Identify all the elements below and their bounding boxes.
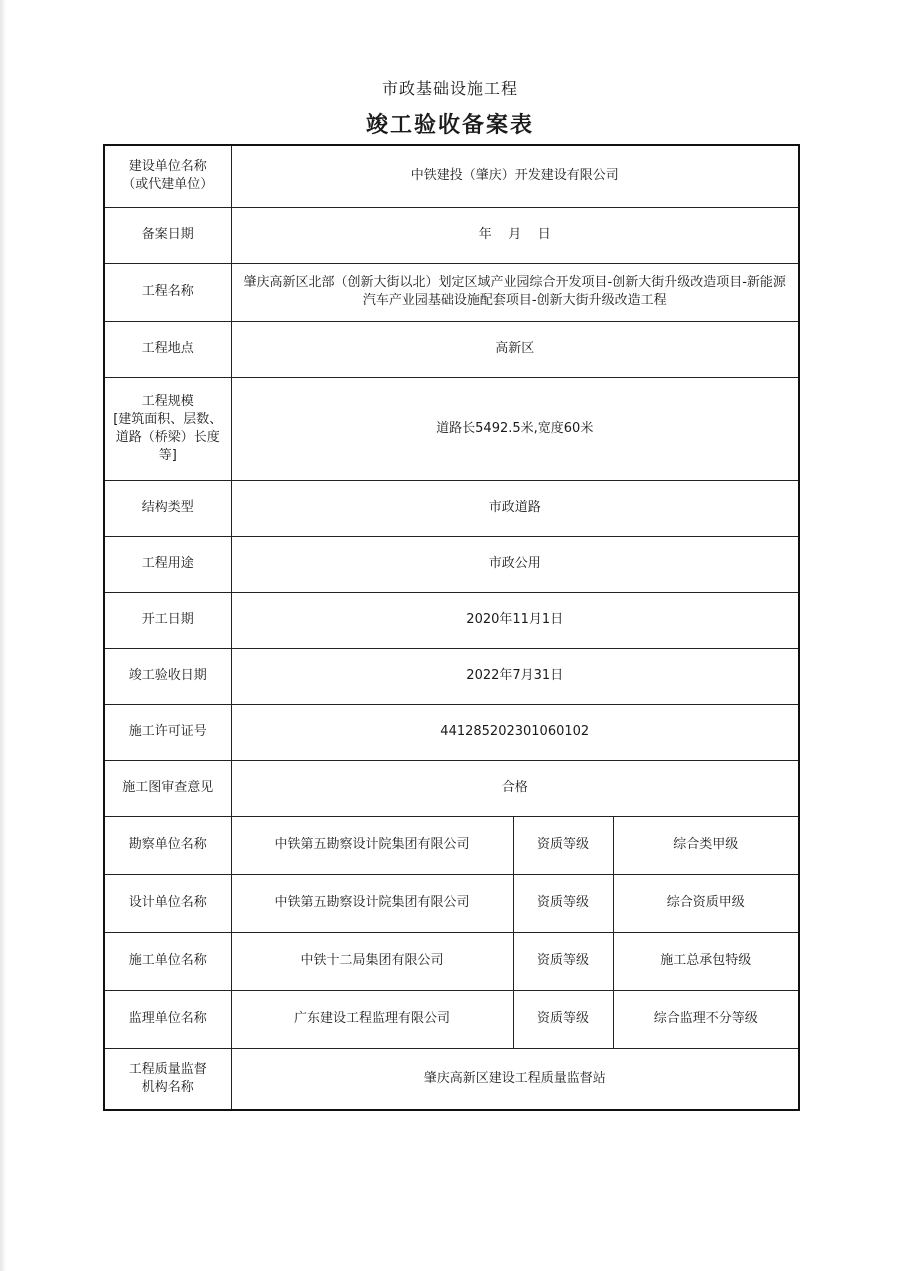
design-qual-label: 资质等级 (513, 874, 613, 932)
survey-value: 中铁第五勘察设计院集团有限公司 (231, 816, 513, 874)
row-project-name (104, 263, 799, 321)
location-value: 高新区 (231, 321, 799, 377)
permit-value: 441285202301060102 (231, 704, 799, 760)
construction-qual-label: 资质等级 (513, 932, 613, 990)
scale-label-note: 道路（桥梁）长度 (115, 429, 220, 445)
location-label: 工程地点 (104, 321, 231, 377)
row-start-date (104, 592, 799, 648)
completion-date-value: 2022年7月31日 (231, 648, 799, 704)
supervision-qual-label: 资质等级 (513, 990, 613, 1048)
quality-station-label-cont: 机构名称 (141, 1079, 194, 1095)
row-scale (104, 377, 799, 480)
permit-label: 施工许可证号 (104, 704, 231, 760)
record-date-label: 备案日期 (104, 207, 231, 263)
construction-qual-value: 施工总承包特级 (613, 932, 799, 990)
quality-station-value: 肇庆高新区建设工程质量监督站 (231, 1048, 799, 1110)
row-structure (104, 480, 799, 536)
row-survey (104, 816, 799, 874)
project-name-value: 肇庆高新区北部（创新大街以北）划定区域产业园综合开发项目-创新大街升级改造项目-新能源汽车产业园基础设施配套项目-创新大街升级改造工程 (231, 263, 799, 321)
construction-label: 施工单位名称 (104, 932, 231, 990)
row-quality-station (104, 1048, 799, 1110)
supervision-value: 广东建设工程监理有限公司 (231, 990, 513, 1048)
row-builder (104, 145, 799, 207)
start-date-label: 开工日期 (104, 592, 231, 648)
row-construction (104, 932, 799, 990)
design-label: 设计单位名称 (104, 874, 231, 932)
completion-date-label: 竣工验收日期 (104, 648, 231, 704)
row-supervision (104, 990, 799, 1048)
builder-label-note: （或代建单位） (122, 177, 214, 193)
row-permit (104, 704, 799, 760)
row-completion-date (104, 648, 799, 704)
row-usage (104, 536, 799, 592)
label-cell (104, 145, 231, 207)
start-date-value: 2020年11月1日 (231, 592, 799, 648)
scan-edge-shadow (0, 0, 6, 1271)
builder-label: 建设单位名称 (128, 159, 207, 175)
structure-value: 市政道路 (231, 480, 799, 536)
scale-label-note: [建筑面积、层数、 (113, 411, 223, 427)
row-drawing-review (104, 760, 799, 816)
supervision-qual-value: 综合监理不分等级 (613, 990, 799, 1048)
supervision-label: 监理单位名称 (104, 990, 231, 1048)
quality-station-label: 工程质量监督 (128, 1061, 207, 1077)
scale-label: 工程规模 (141, 393, 194, 409)
design-qual-value: 综合资质甲级 (613, 874, 799, 932)
scale-value: 道路长5492.5米,宽度60米 (231, 377, 799, 480)
row-location (104, 321, 799, 377)
row-record-date (104, 207, 799, 263)
label-cell (104, 1048, 231, 1110)
usage-label: 工程用途 (104, 536, 231, 592)
record-form-table (103, 144, 800, 1111)
structure-label: 结构类型 (104, 480, 231, 536)
builder-value: 中铁建投（肇庆）开发建设有限公司 (231, 145, 799, 207)
label-cell (104, 377, 231, 480)
drawing-review-label: 施工图审查意见 (104, 760, 231, 816)
project-name-label: 工程名称 (104, 263, 231, 321)
design-value: 中铁第五勘察设计院集团有限公司 (231, 874, 513, 932)
drawing-review-value: 合格 (231, 760, 799, 816)
survey-qual-value: 综合类甲级 (613, 816, 799, 874)
construction-value: 中铁十二局集团有限公司 (231, 932, 513, 990)
record-date-value: 年 月 日 (231, 207, 799, 263)
row-design (104, 874, 799, 932)
survey-qual-label: 资质等级 (513, 816, 613, 874)
document-title: 竣工验收备案表 (365, 113, 534, 138)
survey-label: 勘察单位名称 (104, 816, 231, 874)
scale-label-note: 等] (158, 447, 177, 463)
document-subtitle: 市政基础设施工程 (381, 79, 518, 98)
usage-value: 市政公用 (231, 536, 799, 592)
